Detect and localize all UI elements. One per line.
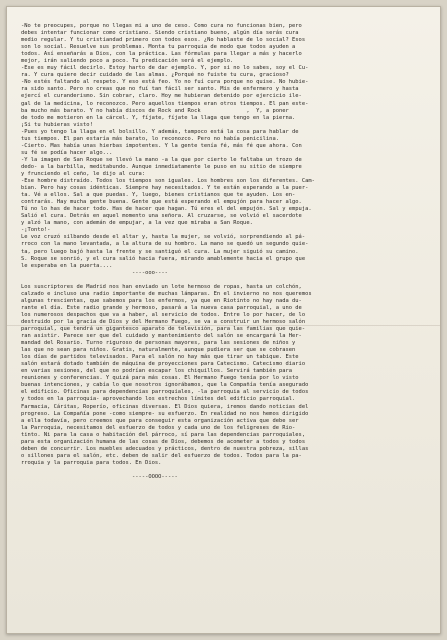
text-line: -Ese hombre distraído. Todos los tiempos son iguales. Los hombres son los diferentes. Cam- <box>21 178 315 185</box>
text-line: los numerosos despachos que va a haber, al servicio de todos. Entre lo por hacer, de lo <box>21 311 306 318</box>
text-line: ra. Y cura quiere decir cuidado de las almas. ¿Porqué no fuiste tu cura, gracioso? <box>21 72 289 79</box>
text-line: progreso. La Compañía pone -como siempre- su esfuerzo. En realidad no nos hemos dirigido <box>21 410 309 417</box>
text-line: y todos en la parroquia- aprovechando los estrechos límites del edificio parroquial. <box>21 396 296 403</box>
text-line: buenas intenciones, y cabía lo que nosotros ignorábamos, que la Compañía tenía asegurado <box>21 382 309 389</box>
text-line <box>21 467 430 474</box>
text-line: para esta organización humana de las cosas de Dios, debemos de acometer a todos y todos <box>21 438 306 445</box>
text-line: gal de la medicina, lo reconozco. Pero aquellos tiempos eran otros tiempos. El pan este- <box>21 100 309 107</box>
text-line: Salió el cura. Detrás en aquel momento una señora. Al cruzarse, se volvió el sacerdote <box>21 213 302 220</box>
text-line: los días de partidos televisados. Para el salón no hay más que tirar un tabique. Este <box>21 354 299 361</box>
text-line: -¡Tonto!- <box>21 227 51 234</box>
typewritten-page <box>6 6 441 634</box>
text-line: mandad del Rosario. Turno riguroso de personas mayores, para las sesiones de niños y <box>21 340 296 347</box>
text-line: y frunciendo el ceño, le dijo al cura: <box>21 170 146 177</box>
text-line: Los suscriptores de Madrid nos han enviado un lote hermoso de ropas, hasta un colchón, <box>21 283 302 290</box>
text-line: ba mucho más barato. Y no había discos de Rock and Rock , Y, a poner <box>21 107 289 114</box>
text-line: -Pues yo tengo la llaga en el bolsillo. Y además, tampoco está la cosa para hablar de <box>21 128 299 135</box>
text-line: calzado e incluso una radio importante de muchas lámparas. En el invierno no nos queremos <box>21 290 312 297</box>
text-line: -Cierto. Mas había unas hierbas impotentes. Y la gente tenía fé, más fé que ahora. Con <box>21 142 302 149</box>
text-line: deben de concurrir. Los muebles adecuados y prácticos, dentro de nuestra pobreza, sillas <box>21 445 309 452</box>
text-line: -Ese es muy fácil decirlo. Estoy harto de dar ejemplo. Y, por si no lo sabes, soy el Cu- <box>21 65 309 72</box>
text-line: Farmacia, Cáritas, Roperío, oficinas diversas. El Dios quiera, iremos dando noticias del <box>21 403 309 410</box>
text-line: S. Roque se sonrió, y el cura salió hacia fuera, mirando amablemente hacia el grupo que <box>21 255 306 262</box>
text-line: rroco con la mano levantada, a la altura de su hombro. La mano se quedó un segundo quie- <box>21 241 309 248</box>
text-line: le esperaba en la puerta.... <box>21 262 113 269</box>
text-line: dedo- a la barbilla, meditabundo. Aunque inmediatamente le puso en su sitio de siempre <box>21 163 302 170</box>
text-line: mejor, irán saliendo poco a poco. Tu predicación será el ejemplo. <box>21 58 234 65</box>
text-line: ta, pero luego bajó hasta la frente y se santiguó el cura. La mujer siguió su camino. <box>21 248 299 255</box>
text-line: el edificio. Oficinas para dependencias parroquiales, -la parroquia al servicio de todos <box>21 389 309 396</box>
text-line: ejercí el curanderismo. Sin cobrar, claro. Hoy me hubieran detenido por ejercicio ile- <box>21 93 302 100</box>
text-line: Tú no lo has de hacer todo. Has de hacer que hagan. Tú eres el del empujón. Sal y empuja. <box>21 206 312 213</box>
text-line: en varias sesiones, del que no podrían escapar los chiquillos. Servirá también para <box>21 368 293 375</box>
text-line: las que no sean para niños. Gratis, naturalmente, aunque pudiera ser que se cobrasen <box>21 347 296 354</box>
text-line: tinto. Ni para la casa o habitación del párroco, sí para las dependencias parroquiales, <box>21 431 306 438</box>
text-line: ----ooo---- <box>21 269 168 276</box>
text-line: ra sido santo. Pero no creas que no fuí tan fácil ser santo. Mis de enfermero y hasta <box>21 86 299 93</box>
text-line: -Y la imagen de San Roque se llevó la mano -a la que por cierto le faltaba un trozo de <box>21 156 302 163</box>
text-line: parroquial, que tendrá un gigantesco aparato de televisión, para las familias que quie- <box>21 326 306 333</box>
text-line: ran asistir. Parece ser que del cuidado y mantenimiento del salón se encargará la Her- <box>21 333 302 340</box>
section-gap <box>21 277 430 284</box>
text-line: reuniones y conferencias. Y quizá para más cosas. El Hermano Fuego tenía por lo visto <box>21 375 299 382</box>
text-line: de todo me motieron en la cárcel. Y, fíjate, fíjate la llaga que tengo en la pierna. <box>21 114 296 121</box>
text-line: son lo social. Resuelve sus problemas. Monta tu parroquia de modo que todos ayuden a <box>21 44 296 51</box>
text-line: tus tiempos. El pan estaría más barato, lo reconozco. Pero no había penicilina. <box>21 135 279 142</box>
text-line: a ella todavía, pero creemos que para conseguir esta organización activa que debe ser <box>21 417 299 424</box>
page-text <box>21 23 430 481</box>
text-line: -----OOOO----- <box>21 474 178 480</box>
text-line: y alzó la mano, con ademán de empujar, a la vez que miraba a San Roque. <box>21 220 253 227</box>
text-line: -No te preocupes, porque no llegas mi a uno de ceso. Como cura no funcionas bien, pero <box>21 23 302 29</box>
text-line: debes intentar funcionar como cristiano. Siendo cristiano bueno, algún día serás cura <box>21 30 299 37</box>
text-line: bian. Pero hay cosas idénticas. Siempre hay necesitados. Y te están esperando a la puer- <box>21 185 309 192</box>
text-line: ta. Vé a ellos. Sal a que puedas. Y, luego, bienes cristianos que te ayuden. Los en- <box>21 192 296 199</box>
text-line: la Parroquia, necesitamos del esfuerzo de todos y cada uno de los feligreses de Rio- <box>21 424 296 431</box>
text-line: todos. Así enseñarás a Dios, con la práctica. Las fórmulas para llegar a más y hacerlo <box>21 51 302 58</box>
text-line: rroquia y la parroquia para todos. En Dios. <box>21 459 162 466</box>
text-line: contrarás. Hay mucha gente buena. Gente que está esperando el empujón para hacer algo. <box>21 199 302 206</box>
text-line: Le voz cruzó silbando desde el altar y, hasta la mujer, se volvió, sorprendiendo al pá- <box>21 234 306 241</box>
section-dialogue <box>21 23 430 277</box>
text-line: o sillones para el salón, etc. deben de salir del esfuerzo de todos. Todos para la pa- <box>21 452 302 459</box>
text-line: rante el día. Este radio grande y hermoso, pasará a la nueva casa parroquial, a uno de <box>21 304 302 311</box>
text-line: ¡Si tu hubieras visto! <box>21 121 93 128</box>
text-line: -No estés faltando al respeto. Y eso está feo. Yo no fuí cura porque no quise. No hubie- <box>21 79 309 86</box>
text-line: destruido por la gracia de Dios y del Hermano Fuego, se va a construir un hermoso salón <box>21 318 306 325</box>
text-line: medio regular. Y tu cristiandad primero con todos esos. ¿No hablaste de lo social? Esos <box>21 37 306 44</box>
text-line: su fé se podía hacer algo... <box>21 149 113 156</box>
section-announcement <box>21 284 430 481</box>
text-line: salón estará dotado también de máquina de proyecciones para Catecismo. Catecismo diario <box>21 361 306 368</box>
text-line: algunas trescientas, que sabemos para los enfermos, ya que en Riotinto no hay nada du- <box>21 297 302 304</box>
